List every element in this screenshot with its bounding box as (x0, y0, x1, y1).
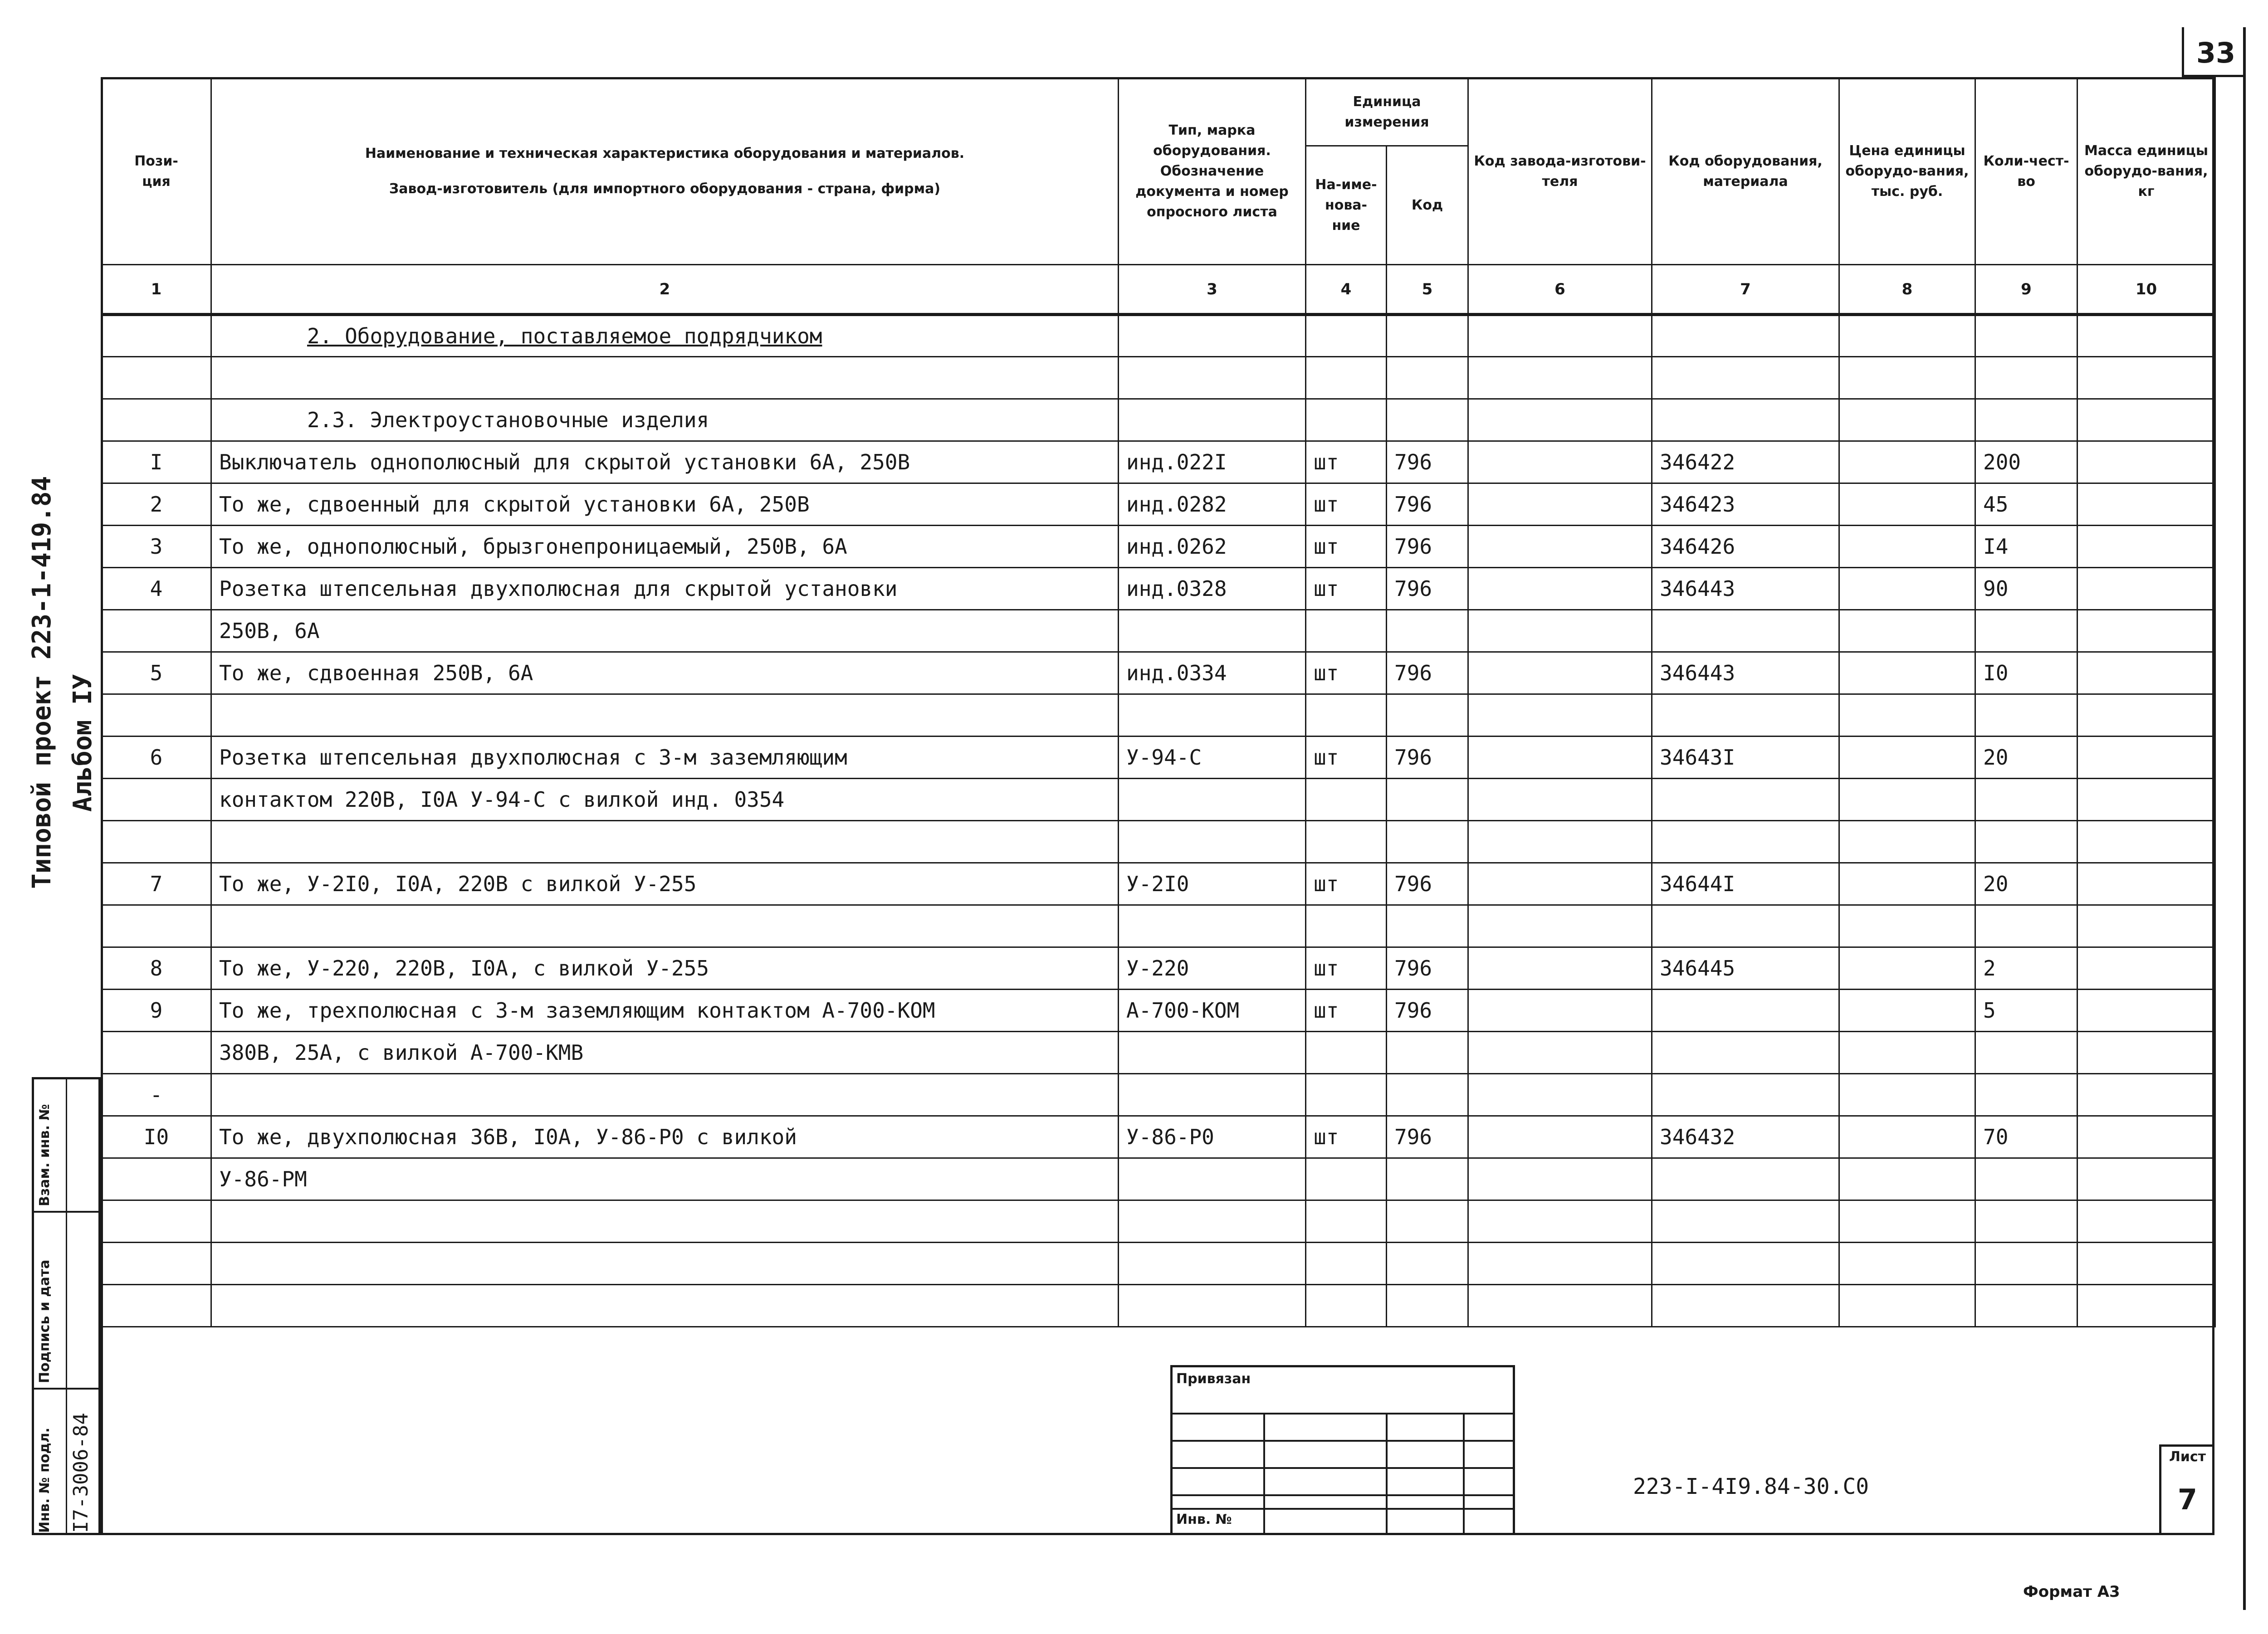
format-label: Формат А3 (2023, 1583, 2120, 1601)
cell-plant (1468, 1032, 1652, 1074)
cell-qty: 200 (1975, 441, 2077, 483)
subsection-title: 2.3. Электроустановочные изделия (211, 399, 1119, 441)
cell-qty (1975, 610, 2077, 652)
cell-price (1839, 821, 1975, 863)
cell-price (1839, 610, 1975, 652)
section-row (102, 315, 2215, 357)
cell-type: инд.0262 (1119, 526, 1306, 568)
side-inv-replace-label: Взам. инв. № (37, 1104, 53, 1206)
cell-unit (1306, 1243, 1387, 1285)
cell-unit-code (1387, 779, 1468, 821)
table-row (102, 568, 2215, 610)
cell-unit (1306, 1074, 1387, 1116)
cell-type (1119, 1200, 1306, 1243)
cell-price (1839, 568, 1975, 610)
cell-plant (1468, 526, 1652, 568)
cell-type: У-86-Р0 (1119, 1116, 1306, 1158)
table-row (102, 737, 2215, 779)
cell-qty: 45 (1975, 483, 2077, 526)
cell-pos (102, 1158, 211, 1200)
cell-unit-code (1387, 905, 1468, 947)
table-row (102, 779, 2215, 821)
sheet-label: Лист (2169, 1449, 2206, 1465)
cell-mass (2077, 1285, 2215, 1327)
cell-name (211, 905, 1119, 947)
cell-equip-code (1652, 1158, 1839, 1200)
cell-mass (2077, 1243, 2215, 1285)
cell-mass (2077, 1116, 2215, 1158)
cell-qty (1975, 1032, 2077, 1074)
cell-unit-code: 796 (1387, 947, 1468, 990)
cell-equip-code: 346445 (1652, 947, 1839, 990)
cell-mass (2077, 1200, 2215, 1243)
cell-equip-code: 346432 (1652, 1116, 1839, 1158)
cell-equip-code (1652, 1032, 1839, 1074)
cell-mass (2077, 526, 2215, 568)
col-num-9: 9 (1975, 265, 2077, 315)
cell-unit-code (1387, 1243, 1468, 1285)
cell-type (1119, 694, 1306, 737)
cell-equip-code (1652, 1243, 1839, 1285)
cell-price (1839, 905, 1975, 947)
cell-qty (1975, 1285, 2077, 1327)
cell-pos: 5 (102, 652, 211, 694)
cell-plant (1468, 990, 1652, 1032)
side-stamp (32, 1077, 101, 1535)
cell-type: инд.0334 (1119, 652, 1306, 694)
cell-pos (102, 1032, 211, 1074)
cell-pos: 6 (102, 737, 211, 779)
cell-price (1839, 779, 1975, 821)
cell-equip-code (1652, 1285, 1839, 1327)
col-num-8: 8 (1839, 265, 1975, 315)
cell-type: У-94-С (1119, 737, 1306, 779)
cell-unit (1306, 779, 1387, 821)
cell-qty (1975, 779, 2077, 821)
cell-type (1119, 1074, 1306, 1116)
title-block-stamp (1170, 1365, 1515, 1535)
cell-mass (2077, 821, 2215, 863)
cell-equip-code (1652, 990, 1839, 1032)
cell-unit-code: 796 (1387, 526, 1468, 568)
cell-pos: 9 (102, 990, 211, 1032)
cell-price (1839, 441, 1975, 483)
cell-unit-code (1387, 1285, 1468, 1327)
cell-price (1839, 1285, 1975, 1327)
cell-name (211, 1200, 1119, 1243)
page-number: 33 (2196, 36, 2236, 69)
cell-pos (102, 694, 211, 737)
cell-pos: 8 (102, 947, 211, 990)
table-row (102, 1116, 2215, 1158)
header-mass: Масса единицы оборудо-вания, кг (2077, 78, 2215, 265)
cell-name: То же, трехполюсная с 3-м заземляющим контактом А-700-КОМ (211, 990, 1119, 1032)
section-title: 2. Оборудование, поставляемое подрядчиком (211, 315, 1119, 357)
attached-label: Привязан (1176, 1371, 1251, 1387)
cell-type (1119, 905, 1306, 947)
cell-pos: - (102, 1074, 211, 1116)
table-row (102, 610, 2215, 652)
table-row (102, 821, 2215, 863)
side-sign-date-label: Подпись и дата (37, 1259, 53, 1383)
table-row (102, 483, 2215, 526)
cell-pos (102, 1243, 211, 1285)
cell-unit-code: 796 (1387, 652, 1468, 694)
cell-name (211, 821, 1119, 863)
cell-name: Выключатель однополюсный для скрытой установки 6А, 250В (211, 441, 1119, 483)
cell-plant (1468, 1200, 1652, 1243)
cell-mass (2077, 441, 2215, 483)
table-row (102, 1032, 2215, 1074)
cell-mass (2077, 737, 2215, 779)
cell-equip-code: 346422 (1652, 441, 1839, 483)
cell-mass (2077, 568, 2215, 610)
cell-price (1839, 1116, 1975, 1158)
cell-plant (1468, 483, 1652, 526)
cell-unit (1306, 1158, 1387, 1200)
specification-table (101, 77, 2216, 1327)
cell-unit: шт (1306, 483, 1387, 526)
cell-plant (1468, 863, 1652, 905)
cell-plant (1468, 652, 1652, 694)
cell-pos (102, 1285, 211, 1327)
cell-type (1119, 1032, 1306, 1074)
cell-plant (1468, 610, 1652, 652)
table-row (102, 694, 2215, 737)
cell-unit (1306, 905, 1387, 947)
cell-pos: 4 (102, 568, 211, 610)
cell-mass (2077, 1074, 2215, 1116)
cell-qty: I0 (1975, 652, 2077, 694)
cell-equip-code: 346426 (1652, 526, 1839, 568)
cell-equip-code: 34643I (1652, 737, 1839, 779)
cell-pos: 3 (102, 526, 211, 568)
cell-name: То же, однополюсный, брызгонепроницаемый, 250В, 6А (211, 526, 1119, 568)
cell-unit-code: 796 (1387, 990, 1468, 1032)
cell-equip-code (1652, 1200, 1839, 1243)
col-num-10: 10 (2077, 265, 2215, 315)
cell-unit-code (1387, 1200, 1468, 1243)
cell-type: У-220 (1119, 947, 1306, 990)
cell-price (1839, 737, 1975, 779)
header-name: Наименование и техническая характеристика оборудования и материалов. Завод-изготовитель (для импортного оборудования - страна, фирма) (211, 78, 1119, 265)
cell-price (1839, 483, 1975, 526)
cell-mass (2077, 1032, 2215, 1074)
cell-plant (1468, 568, 1652, 610)
cell-unit (1306, 610, 1387, 652)
cell-pos: 2 (102, 483, 211, 526)
col-num-1: 1 (102, 265, 211, 315)
cell-unit: шт (1306, 863, 1387, 905)
cell-mass (2077, 863, 2215, 905)
cell-qty: I4 (1975, 526, 2077, 568)
cell-type (1119, 821, 1306, 863)
cell-unit: шт (1306, 441, 1387, 483)
cell-unit: шт (1306, 568, 1387, 610)
side-doc-code: Типовой проект 223-1-419.84 (27, 476, 57, 889)
cell-qty: 70 (1975, 1116, 2077, 1158)
cell-plant (1468, 694, 1652, 737)
table-row (102, 990, 2215, 1032)
cell-type (1119, 610, 1306, 652)
cell-pos (102, 821, 211, 863)
side-inv-orig-value: I7-3006-84 (69, 1413, 93, 1533)
table-row (102, 441, 2215, 483)
cell-type (1119, 779, 1306, 821)
cell-mass (2077, 694, 2215, 737)
cell-price (1839, 990, 1975, 1032)
cell-plant (1468, 1074, 1652, 1116)
side-inv-orig-label: Инв. № подл. (37, 1427, 53, 1533)
cell-mass (2077, 1158, 2215, 1200)
cell-type: инд.0328 (1119, 568, 1306, 610)
cell-type (1119, 1243, 1306, 1285)
cell-name (211, 1285, 1119, 1327)
table-row (102, 1285, 2215, 1327)
cell-unit: шт (1306, 1116, 1387, 1158)
cell-unit-code (1387, 1158, 1468, 1200)
cell-name: Розетка штепсельная двухполюсная для скрытой установки (211, 568, 1119, 610)
cell-unit-code: 796 (1387, 737, 1468, 779)
inv-no-label: Инв. № (1176, 1512, 1232, 1527)
cell-type (1119, 1158, 1306, 1200)
table-row (102, 1074, 2215, 1116)
cell-mass (2077, 779, 2215, 821)
cell-price (1839, 694, 1975, 737)
col-num-3: 3 (1119, 265, 1306, 315)
cell-pos: I (102, 441, 211, 483)
cell-unit-code (1387, 610, 1468, 652)
cell-unit-code (1387, 1032, 1468, 1074)
cell-unit-code (1387, 694, 1468, 737)
cell-name (211, 1074, 1119, 1116)
cell-price (1839, 947, 1975, 990)
cell-equip-code (1652, 821, 1839, 863)
cell-price (1839, 1243, 1975, 1285)
cell-unit (1306, 821, 1387, 863)
cell-unit-code (1387, 821, 1468, 863)
cell-pos (102, 905, 211, 947)
header-price: Цена единицы оборудо-вания, тыс. руб. (1839, 78, 1975, 265)
cell-equip-code: 34644I (1652, 863, 1839, 905)
cell-name: Розетка штепсельная двухполюсная с 3-м заземляющим (211, 737, 1119, 779)
cell-qty (1975, 1074, 2077, 1116)
cell-price (1839, 526, 1975, 568)
cell-qty (1975, 1243, 2077, 1285)
cell-name: 250В, 6А (211, 610, 1119, 652)
cell-plant (1468, 1243, 1652, 1285)
cell-price (1839, 652, 1975, 694)
cell-plant (1468, 1158, 1652, 1200)
col-num-5: 5 (1387, 265, 1468, 315)
cell-name: То же, двухполюсная 36В, I0А, У-86-Р0 с вилкой (211, 1116, 1119, 1158)
cell-qty (1975, 821, 2077, 863)
cell-equip-code (1652, 779, 1839, 821)
right-edge-line (2243, 27, 2246, 1610)
table-row (102, 652, 2215, 694)
header-type: Тип, марка оборудования. Обозначение документа и номер опросного листа (1119, 78, 1306, 265)
cell-name (211, 1243, 1119, 1285)
table-row (102, 863, 2215, 905)
cell-plant (1468, 947, 1652, 990)
cell-unit (1306, 1285, 1387, 1327)
cell-qty: 5 (1975, 990, 2077, 1032)
cell-plant (1468, 441, 1652, 483)
cell-plant (1468, 779, 1652, 821)
cell-type: инд.022I (1119, 441, 1306, 483)
cell-equip-code (1652, 610, 1839, 652)
cell-qty (1975, 905, 2077, 947)
cell-pos: I0 (102, 1116, 211, 1158)
col-num-4: 4 (1306, 265, 1387, 315)
table-row (102, 947, 2215, 990)
table-row (102, 905, 2215, 947)
cell-plant (1468, 1116, 1652, 1158)
cell-name: То же, У-2I0, I0А, 220В с вилкой У-255 (211, 863, 1119, 905)
cell-mass (2077, 610, 2215, 652)
cell-equip-code: 346443 (1652, 568, 1839, 610)
cell-plant (1468, 821, 1652, 863)
table-row (102, 1243, 2215, 1285)
cell-name: контактом 220В, I0А У-94-С с вилкой инд. 0354 (211, 779, 1119, 821)
cell-unit-code: 796 (1387, 863, 1468, 905)
cell-mass (2077, 990, 2215, 1032)
cell-pos (102, 779, 211, 821)
header-unit-code: Код (1387, 146, 1468, 265)
cell-equip-code (1652, 905, 1839, 947)
cell-name (211, 694, 1119, 737)
cell-qty: 20 (1975, 737, 2077, 779)
cell-price (1839, 863, 1975, 905)
cell-name: То же, У-220, 220В, I0А, с вилкой У-255 (211, 947, 1119, 990)
header-position: Пози- ция (102, 78, 211, 265)
cell-name: То же, сдвоенная 250В, 6А (211, 652, 1119, 694)
cell-mass (2077, 483, 2215, 526)
header-unit-name: На-име-нова-ние (1306, 146, 1387, 265)
table-row (102, 1158, 2215, 1200)
cell-unit: шт (1306, 526, 1387, 568)
cell-equip-code (1652, 1074, 1839, 1116)
cell-qty: 90 (1975, 568, 2077, 610)
cell-mass (2077, 652, 2215, 694)
cell-equip-code (1652, 694, 1839, 737)
cell-mass (2077, 947, 2215, 990)
cell-qty (1975, 1158, 2077, 1200)
cell-unit-code: 796 (1387, 441, 1468, 483)
cell-unit (1306, 1200, 1387, 1243)
cell-mass (2077, 905, 2215, 947)
header-quantity: Коли-чест-во (1975, 78, 2077, 265)
cell-qty (1975, 1200, 2077, 1243)
table-row (102, 526, 2215, 568)
sheet-number: 7 (2177, 1483, 2198, 1516)
cell-name: То же, сдвоенный для скрытой установки 6А, 250В (211, 483, 1119, 526)
cell-plant (1468, 905, 1652, 947)
cell-unit (1306, 1032, 1387, 1074)
cell-name: 380В, 25А, с вилкой А-700-КМВ (211, 1032, 1119, 1074)
cell-type (1119, 1285, 1306, 1327)
cell-pos: 7 (102, 863, 211, 905)
col-num-6: 6 (1468, 265, 1652, 315)
cell-unit-code: 796 (1387, 1116, 1468, 1158)
cell-price (1839, 1074, 1975, 1116)
cell-unit-code: 796 (1387, 568, 1468, 610)
cell-qty (1975, 694, 2077, 737)
cell-unit: шт (1306, 947, 1387, 990)
cell-equip-code: 346443 (1652, 652, 1839, 694)
header-equipment-code: Код оборудования, материала (1652, 78, 1839, 265)
cell-price (1839, 1032, 1975, 1074)
cell-unit: шт (1306, 652, 1387, 694)
cell-unit-code: 796 (1387, 483, 1468, 526)
cell-equip-code: 346423 (1652, 483, 1839, 526)
col-num-7: 7 (1652, 265, 1839, 315)
cell-pos (102, 610, 211, 652)
header-plant-code: Код завода-изготови-теля (1468, 78, 1652, 265)
subsection-row (102, 399, 2215, 441)
table-row (102, 1200, 2215, 1243)
cell-unit: шт (1306, 737, 1387, 779)
cell-price (1839, 1200, 1975, 1243)
cell-qty: 20 (1975, 863, 2077, 905)
cell-type: А-700-КОМ (1119, 990, 1306, 1032)
cell-type: У-2I0 (1119, 863, 1306, 905)
cell-pos (102, 1200, 211, 1243)
cell-qty: 2 (1975, 947, 2077, 990)
cell-plant (1468, 1285, 1652, 1327)
side-album: Альбом IУ (68, 674, 98, 812)
blank-row (102, 357, 2215, 399)
col-num-2: 2 (211, 265, 1119, 315)
cell-plant (1468, 737, 1652, 779)
cell-unit-code (1387, 1074, 1468, 1116)
header-unit-group: Единица измерения (1306, 78, 1468, 146)
cell-price (1839, 1158, 1975, 1200)
document-designation: 223-I-4I9.84-30.С0 (1633, 1474, 1869, 1499)
cell-unit: шт (1306, 990, 1387, 1032)
cell-unit (1306, 694, 1387, 737)
cell-type: инд.0282 (1119, 483, 1306, 526)
cell-name: У-86-РМ (211, 1158, 1119, 1200)
